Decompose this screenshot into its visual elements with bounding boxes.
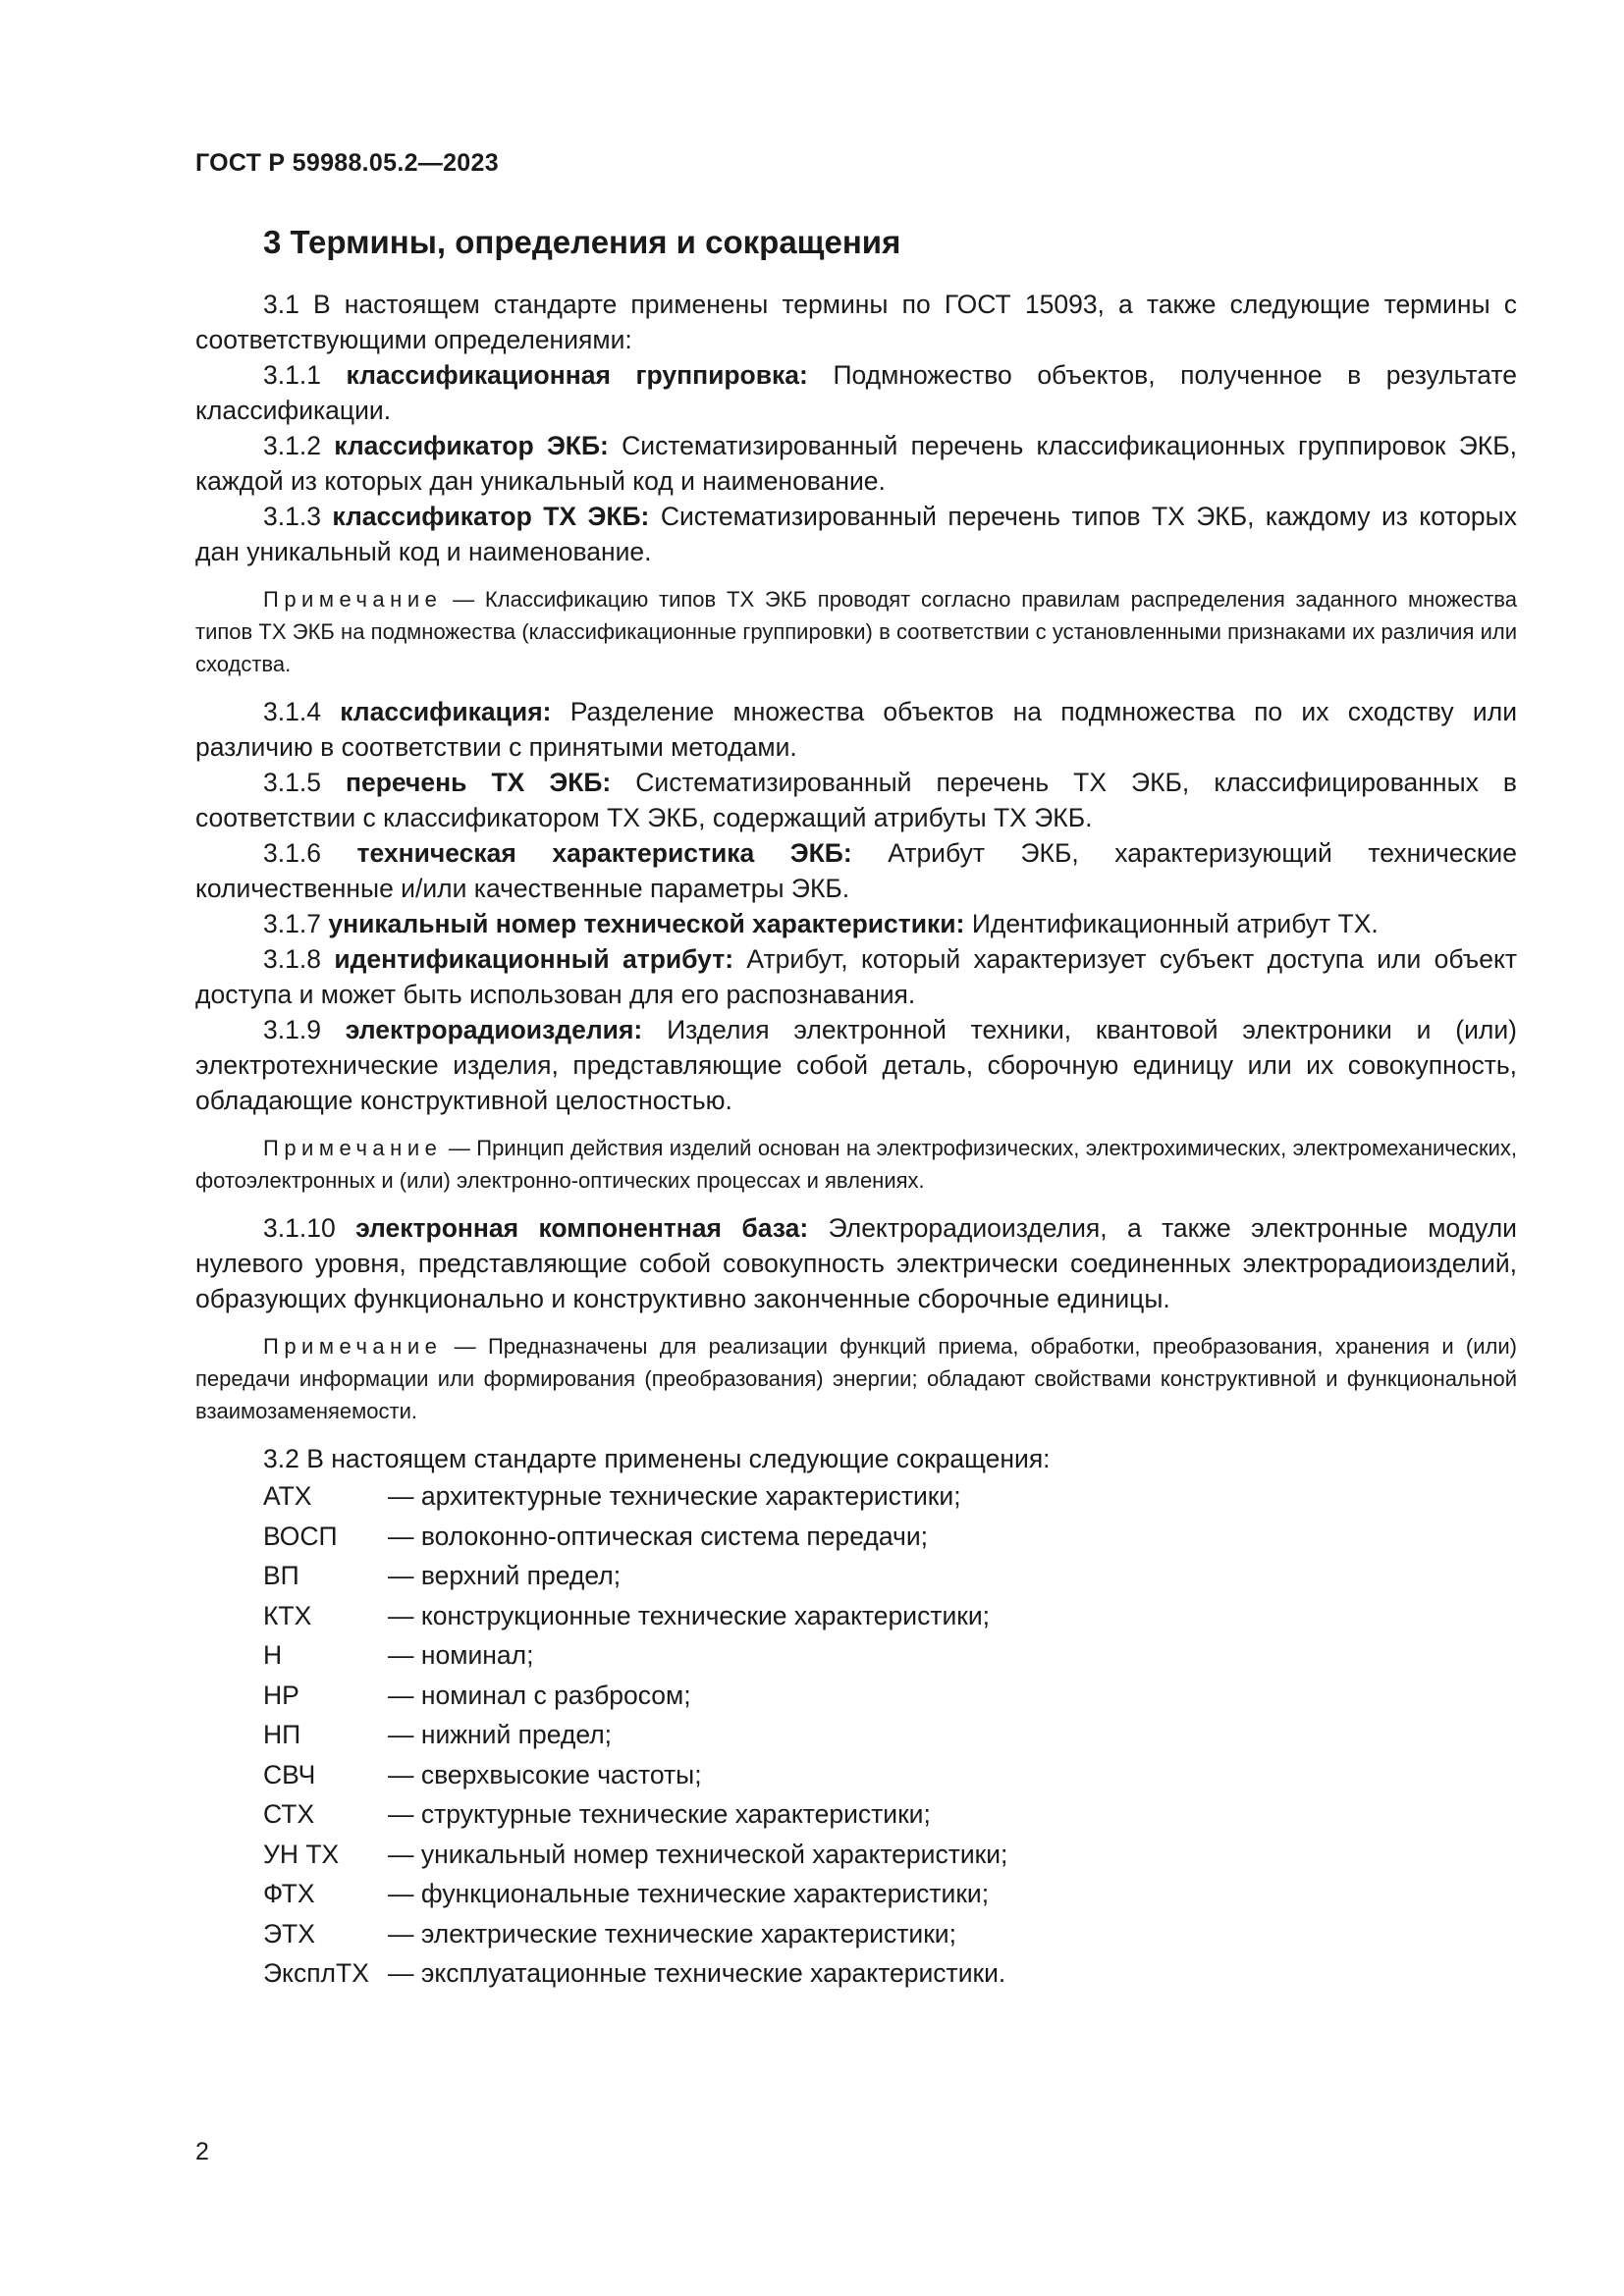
term-definition: Разделение множества объектов на подмножества по их сходству или различию в соответствии с принятыми методами.	[195, 697, 1517, 762]
document-body	[195, 287, 1517, 1994]
abbreviation: НП	[263, 1720, 301, 1749]
term-number: 3.1.5	[263, 768, 321, 797]
abbreviation-row	[263, 1715, 1517, 1755]
abbreviation-meaning: — сверхвысокие частоты;	[388, 1759, 702, 1789]
note-text: — Принцип действия изделий основан на электрофизических, электрохимических, электромеханических, фотоэлектронных и (или) электронно-оптических процессах и явлениях.	[195, 1136, 1517, 1193]
abbreviation-meaning: — эксплуатационные технические характеристики.	[388, 1958, 1006, 1988]
abbreviation-meaning: — функциональные технические характеристики;	[388, 1879, 990, 1908]
term-name: электрорадиоизделия:	[345, 1015, 643, 1044]
abbreviation: ВП	[263, 1561, 299, 1590]
term-name: перечень ТХ ЭКБ:	[345, 768, 612, 797]
abbreviation-row	[263, 1596, 1517, 1636]
abbreviation-meaning: — номинал;	[388, 1640, 534, 1670]
note-label: Примечание	[263, 1136, 443, 1160]
term-number: 3.1.6	[263, 838, 321, 868]
note-1	[195, 583, 1517, 680]
term-number: 3.1.7	[263, 909, 321, 938]
abbreviation-row	[263, 1635, 1517, 1676]
term-number: 3.1.3	[263, 502, 321, 531]
term-name: классификатор ЭКБ:	[334, 431, 609, 460]
abbreviation-row	[263, 1755, 1517, 1795]
abbreviation-row	[263, 1874, 1517, 1914]
note-3	[195, 1330, 1517, 1427]
paragraph-3-2: 3.2 В настоящем стандарте применены следующие сокращения:	[263, 1444, 1051, 1473]
note-2	[195, 1132, 1517, 1197]
term-entry	[195, 906, 1517, 941]
term-entry	[195, 1210, 1517, 1316]
term-entry	[195, 835, 1517, 906]
term-definition: Идентификационный атрибут ТХ.	[971, 909, 1379, 938]
term-entry	[195, 694, 1517, 765]
term-number: 3.1.2	[263, 431, 321, 460]
term-name: уникальный номер технической характеристики:	[328, 909, 965, 938]
term-number: 3.1.10	[263, 1213, 336, 1243]
term-name: электронная компонентная база:	[355, 1213, 809, 1243]
abbreviation-meaning: — верхний предел;	[388, 1561, 622, 1590]
abbreviation: УН ТХ	[263, 1839, 340, 1869]
abbreviation: НР	[263, 1680, 299, 1710]
abbreviation-row	[263, 1794, 1517, 1835]
terms-group-c	[195, 1210, 1517, 1316]
term-name: идентификационный атрибут:	[334, 944, 734, 974]
term-definition: Атрибут, который характеризует субъект доступа или объект доступа и может быть использован для его распознавания.	[195, 944, 1517, 1009]
term-name: классификатор ТХ ЭКБ:	[332, 502, 650, 531]
term-entry	[195, 428, 1517, 499]
term-entry	[195, 1012, 1517, 1118]
term-entry	[195, 499, 1517, 569]
abbreviation-meaning: — волоконно-оптическая система передачи;	[388, 1521, 928, 1551]
term-definition: Подмножество объектов, полученное в результате классификации.	[195, 360, 1517, 425]
term-definition: Систематизированный перечень классификационных группировок ЭКБ, каждой из которых дан уникальный код и наименование.	[195, 431, 1517, 496]
term-entry	[195, 357, 1517, 428]
abbreviation: СВЧ	[263, 1759, 316, 1789]
term-number: 3.1.1	[263, 360, 321, 390]
term-definition: Изделия электронной техники, квантовой электроники и (или) электротехнические изделия, представляющие собой деталь, сборочную единицу или их совокупность, обладающие конструктивной целостностью.	[195, 1015, 1517, 1115]
section-title: 3 Термины, определения и сокращения	[263, 224, 901, 260]
document-header: ГОСТ Р 59988.05.2—2023	[195, 149, 499, 177]
term-definition: Электрорадиоизделия, а также электронные модули нулевого уровня, представляющие собой совокупность электрически соединенных электрорадиоизделий, образующих функционально и конструктивно законченные сборочные единицы.	[195, 1213, 1517, 1313]
paragraph-3-1: 3.1 В настоящем стандарте применены термины по ГОСТ 15093, а также следующие термины с соответствующими определениями:	[195, 290, 1517, 354]
abbreviation: ЭксплТХ	[263, 1958, 369, 1988]
term-definition: Атрибут ЭКБ, характеризующий технические количественные и/или качественные параметры ЭКБ.	[195, 838, 1517, 903]
term-definition: Систематизированный перечень ТХ ЭКБ, классифицированных в соответствии с классификатором ТХ ЭКБ, содержащий атрибуты ТХ ЭКБ.	[195, 768, 1517, 832]
note-text: — Предназначены для реализации функций приема, обработки, преобразования, хранения и (или) передачи информации или формирования (преобразования) энергии; обладают свойствами конструктивной и функциональной взаимозаменяемости.	[195, 1334, 1517, 1423]
abbreviation-row	[263, 1676, 1517, 1716]
abbreviation: ЭТХ	[263, 1918, 315, 1949]
term-name: техническая характеристика ЭКБ:	[356, 838, 852, 868]
abbreviation-row	[263, 1914, 1517, 1954]
abbreviation: Н	[263, 1640, 283, 1670]
note-label: Примечание	[263, 587, 443, 612]
terms-group-b	[195, 694, 1517, 1118]
term-number: 3.1.8	[263, 944, 321, 974]
abbreviation-row	[263, 1835, 1517, 1875]
term-definition: Систематизированный перечень типов ТХ ЭКБ, каждому из которых дан уникальный код и наименование.	[195, 502, 1517, 566]
term-entry	[195, 941, 1517, 1012]
abbreviation-row	[263, 1476, 1517, 1517]
terms-group-a	[195, 357, 1517, 569]
note-label: Примечание	[263, 1334, 443, 1359]
term-number: 3.1.9	[263, 1015, 321, 1044]
abbreviation-row	[263, 1517, 1517, 1557]
abbreviation-meaning: — структурные технические характеристики;	[388, 1799, 931, 1829]
abbreviation-meaning: — нижний предел;	[388, 1720, 613, 1749]
abbreviation: АТХ	[263, 1481, 312, 1511]
term-number: 3.1.4	[263, 697, 321, 726]
abbreviation-list	[263, 1476, 1517, 1994]
abbreviation: СТХ	[263, 1799, 315, 1829]
abbreviation-row	[263, 1556, 1517, 1596]
abbreviation-meaning: — уникальный номер технической характеристики;	[388, 1839, 1008, 1869]
abbreviation: ВОСП	[263, 1521, 338, 1551]
abbreviation: КТХ	[263, 1600, 312, 1630]
term-entry	[195, 765, 1517, 835]
abbreviation-meaning: — архитектурные технические характеристики;	[388, 1481, 961, 1511]
abbreviation-meaning: — электрические технические характеристики;	[388, 1918, 956, 1949]
abbreviation-meaning: — конструкционные технические характеристики;	[388, 1600, 991, 1630]
abbreviation-row	[263, 1953, 1517, 1994]
term-name: классификация:	[340, 697, 552, 726]
page-number: 2	[195, 2138, 209, 2165]
term-name: классификационная группировка:	[346, 360, 808, 390]
abbreviation: ФТХ	[263, 1879, 315, 1908]
note-text: — Классификацию типов ТХ ЭКБ проводят согласно правилам распределения заданного множества типов ТХ ЭКБ на подмножества (классификационные группировки) в соответствии с установленными признаками их различия или сходства.	[195, 587, 1517, 676]
abbreviation-meaning: — номинал с разбросом;	[388, 1680, 691, 1710]
